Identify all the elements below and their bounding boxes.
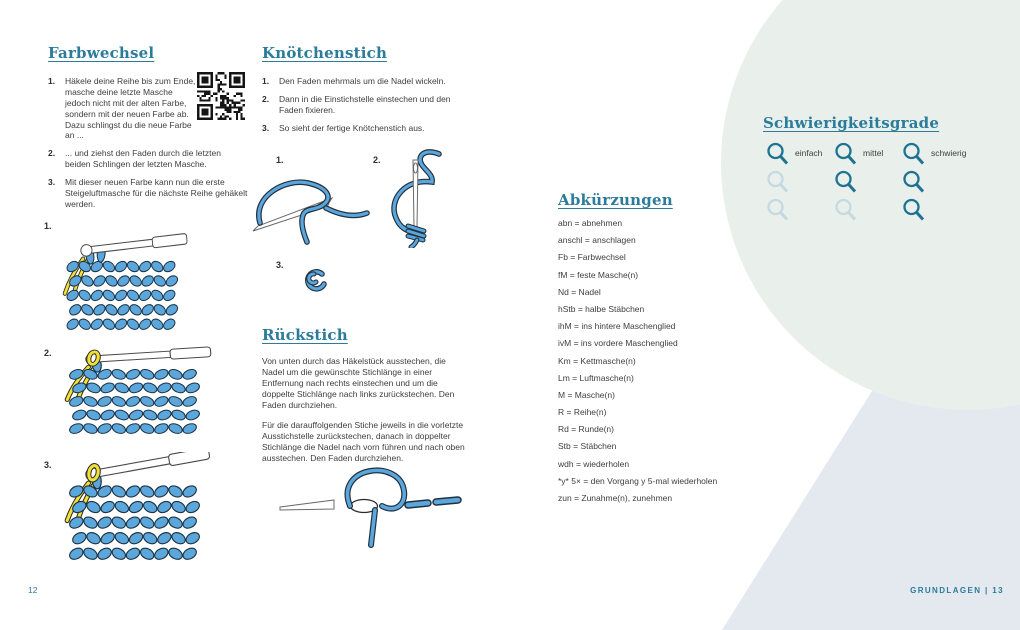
- difficulty-grid: [766, 142, 970, 223]
- step-text: Dann in die Einstichstelle einstechen und den Faden fixieren.: [279, 93, 451, 115]
- abbreviation-item: Fb = Farbwechsel: [558, 252, 626, 263]
- figure-farbwechsel-1: [52, 230, 190, 335]
- abbreviation-item: wdh = wiederholen: [558, 458, 630, 469]
- section-title-abkuerzungen: Abkürzungen: [558, 191, 673, 209]
- figure-farbwechsel-3: [52, 452, 214, 565]
- figure-farbwechsel-2: [52, 340, 214, 439]
- difficulty-loupe-icon: [834, 142, 858, 167]
- figure-label: 3.: [276, 260, 284, 270]
- abbreviation-item: Lm = Luftmasche(n): [558, 372, 634, 383]
- step-text: Den Faden mehrmals um die Nadel wickeln.: [279, 76, 446, 86]
- step-number: 1.: [262, 76, 270, 86]
- difficulty-level: [902, 142, 970, 223]
- figure-knoetchenstich-2: [383, 146, 445, 248]
- figure-rueckstich: [276, 458, 468, 548]
- paragraph: Von unten durch das Häkelstück ausstechen, die Nadel um die gewünschte Stichlänge in einer Entfernung nach rechts einstechen und um die doppelte Stichlänge nach links zurückstechen. Den Faden durchziehen.: [262, 356, 455, 411]
- difficulty-loupe-icon: [834, 198, 858, 223]
- abbreviation-item: anschl = anschlagen: [558, 235, 636, 246]
- difficulty-loupe-icon: [902, 198, 926, 223]
- abbreviation-item: Km = Kettmasche(n): [558, 355, 636, 366]
- step-text: Häkele deine Reihe bis zum Ende, masche deine letzte Masche jedoch nicht mit der alten Farbe, sondern mit der neuen Farbe ab. Dazu schlingst du die neue Farbe an ...: [65, 76, 196, 141]
- difficulty-label: schwierig: [931, 148, 967, 158]
- section-title-schwierigkeitsgrade: Schwierigkeitsgrade: [763, 114, 940, 132]
- figure-label: 2.: [44, 348, 52, 358]
- difficulty-loupe-icon: [766, 142, 790, 167]
- step-text: So sieht der fertige Knötchenstich aus.: [279, 122, 425, 133]
- abbreviations-list: [558, 218, 717, 510]
- page-number-left: 12: [28, 585, 38, 595]
- section-title-rueckstich: Rückstich: [262, 326, 348, 344]
- instruction-step: [48, 148, 248, 170]
- step-number: 2.: [48, 148, 56, 159]
- instruction-step: [262, 76, 468, 87]
- qr-code: [197, 72, 245, 120]
- abbreviation-item: Rd = Runde(n): [558, 424, 614, 435]
- step-text: Mit dieser neuen Farbe kann nun die erste Steigeluftmasche für die nächste Reihe gehäkelt werden.: [65, 177, 248, 209]
- figure-label: 2.: [373, 155, 381, 165]
- difficulty-loupe-icon: [834, 170, 858, 195]
- step-number: 3.: [48, 177, 56, 187]
- difficulty-label: einfach: [795, 148, 823, 158]
- instruction-step: [262, 94, 468, 116]
- figure-label: 1.: [276, 155, 284, 165]
- abbreviation-item: ihM = ins hintere Maschenglied: [558, 321, 676, 332]
- knoetchenstich-steps: [262, 76, 468, 134]
- step-number: 2.: [262, 93, 270, 104]
- figure-label: 1.: [44, 221, 52, 231]
- abbreviation-item: *y* 5× = den Vorgang y 5-mal wiederholen: [558, 475, 718, 486]
- abbreviation-item: M = Masche(n): [558, 389, 615, 400]
- section-title-knoetchenstich: Knötchenstich: [262, 44, 388, 62]
- abbreviation-item: Nd = Nadel: [558, 286, 601, 297]
- difficulty-label: mittel: [863, 148, 884, 158]
- difficulty-loupe-icon: [766, 198, 790, 223]
- difficulty-loupe-icon: [902, 170, 926, 195]
- abbreviation-item: R = Reihe(n): [558, 407, 607, 418]
- step-text: ... und ziehst den Faden durch die letzten beiden Schlingen der letzten Masche.: [65, 148, 221, 170]
- paragraph: Für die darauffolgenden Stiche jeweils in die vorletzte Ausstichstelle zurückstechen, danach in doppelter Stichlänge die Nadel nach vorn führen und nach oben ausstechen. Den Faden durchziehen.: [262, 420, 465, 464]
- difficulty-level: [834, 142, 902, 223]
- abbreviation-item: zun = Zunahme(n), zunehmen: [558, 493, 673, 503]
- figure-label: 3.: [44, 460, 52, 470]
- difficulty-loupe-icon: [902, 142, 926, 167]
- abbreviation-item: fM = feste Masche(n): [558, 269, 639, 280]
- rueckstich-paragraphs: [262, 356, 470, 473]
- step-number: 1.: [48, 76, 56, 86]
- abbreviation-item: Stb = Stäbchen: [558, 441, 617, 452]
- page-footer-right: GRUNDLAGEN | 13: [910, 586, 1004, 595]
- abbreviation-item: hStb = halbe Stäbchen: [558, 303, 645, 314]
- step-number: 3.: [262, 122, 270, 133]
- difficulty-level: [766, 142, 834, 223]
- figure-knoetchenstich-3: [300, 265, 330, 295]
- instruction-step: [262, 123, 468, 134]
- instruction-step: [48, 177, 248, 210]
- section-title-farbwechsel: Farbwechsel: [48, 44, 155, 62]
- abbreviation-item: abn = abnehmen: [558, 218, 623, 228]
- difficulty-loupe-icon: [766, 170, 790, 195]
- abbreviation-item: ivM = ins vordere Maschenglied: [558, 338, 678, 349]
- figure-knoetchenstich-1: [250, 168, 372, 250]
